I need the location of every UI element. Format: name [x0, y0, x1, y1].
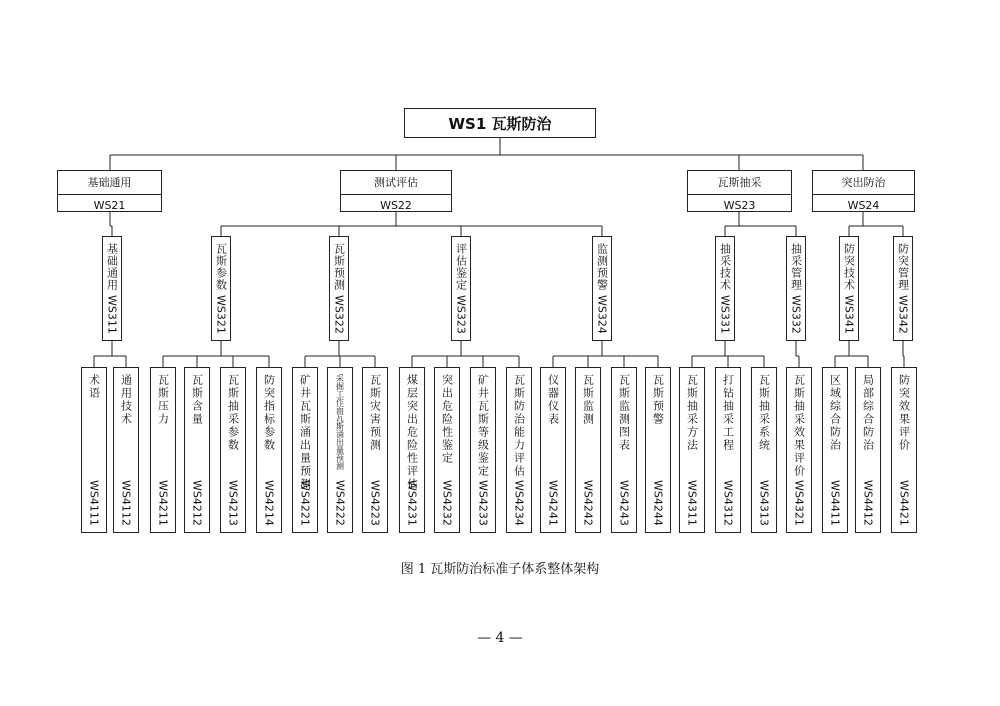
- subcategory-name: 监测预警: [595, 243, 609, 291]
- subcategory-name: 抽采管理: [789, 243, 803, 291]
- standard-name: 瓦斯灾害预测: [368, 374, 382, 452]
- standard-code: WS4214: [262, 480, 276, 526]
- standard-code: WS4232: [440, 480, 454, 526]
- standard-node-ws4234: [506, 367, 532, 533]
- standard-node-ws4311: [679, 367, 705, 533]
- subcategory-code: WS341: [842, 295, 856, 334]
- standard-name: 瓦斯抽采参数: [226, 374, 240, 452]
- standard-node-ws4112: [113, 367, 139, 533]
- standard-node-ws4321: [786, 367, 812, 533]
- standard-node-ws4213: [220, 367, 246, 533]
- subcategory-node-ws324: [592, 236, 612, 341]
- standard-node-ws4244: [645, 367, 671, 533]
- category-name: 突出防治: [841, 176, 886, 189]
- standard-node-ws4243: [611, 367, 637, 533]
- category-name: 基础通用: [87, 176, 132, 189]
- subcategory-node-ws322: [329, 236, 349, 341]
- standard-name: 矿井瓦斯涌出量预测: [298, 374, 312, 491]
- standard-node-ws4313: [751, 367, 777, 533]
- standard-name: 煤层突出危险性评估: [405, 374, 419, 491]
- root-node: [404, 108, 596, 138]
- standard-node-ws4211: [150, 367, 176, 533]
- standard-node-ws4421: [891, 367, 917, 533]
- standard-node-ws4222: [327, 367, 353, 533]
- standard-name: 通用技术: [119, 374, 133, 426]
- page-number: — 4 —: [477, 630, 523, 646]
- category-node-ws23: [687, 170, 792, 212]
- subcategory-code: WS324: [595, 295, 609, 334]
- category-name: 瓦斯抽采: [717, 176, 762, 189]
- standard-code: WS4223: [368, 480, 382, 526]
- category-node-ws24: [812, 170, 915, 212]
- standard-name: 局部综合防治: [861, 374, 875, 452]
- standard-name: 打钻抽采工程: [721, 374, 735, 452]
- subcategory-code: WS323: [454, 295, 468, 334]
- category-code: WS21: [93, 199, 126, 212]
- standard-node-ws4232: [434, 367, 460, 533]
- standard-code: WS4233: [476, 480, 490, 526]
- standard-node-ws4242: [575, 367, 601, 533]
- standard-code: WS4321: [792, 480, 806, 526]
- subcategory-code: WS331: [718, 295, 732, 334]
- standard-node-ws4231: [399, 367, 425, 533]
- category-divider: [688, 194, 791, 195]
- standard-name: 瓦斯抽采方法: [685, 374, 699, 452]
- subcategory-node-ws311: [102, 236, 122, 341]
- subcategory-node-ws331: [715, 236, 735, 341]
- standard-code: WS4221: [298, 480, 312, 526]
- standard-code: WS4112: [119, 480, 133, 526]
- category-code: WS22: [380, 199, 412, 212]
- standard-name: 防突指标参数: [262, 374, 276, 452]
- standard-code: WS4111: [87, 480, 101, 526]
- root-label: WS1 瓦斯防治: [448, 114, 552, 133]
- standard-name: 术语: [87, 374, 101, 400]
- subcategory-node-ws332: [786, 236, 806, 341]
- subcategory-name: 抽采技术: [718, 243, 732, 291]
- standard-name: 突出危险性鉴定: [440, 374, 454, 465]
- standard-node-ws4412: [855, 367, 881, 533]
- standard-code: WS4211: [156, 480, 170, 526]
- standard-code: WS4421: [897, 480, 911, 526]
- category-name: 测试评估: [374, 176, 418, 189]
- standard-node-ws4233: [470, 367, 496, 533]
- subcategory-code: WS311: [105, 295, 119, 334]
- standard-name: 防突效果评价: [897, 374, 911, 452]
- category-divider: [813, 194, 914, 195]
- standard-node-ws4111: [81, 367, 107, 533]
- standard-name: 瓦斯抽采系统: [757, 374, 771, 452]
- standard-name: 瓦斯抽采效果评价: [792, 374, 806, 478]
- standard-code: WS4234: [512, 480, 526, 526]
- standard-code: WS4243: [617, 480, 631, 526]
- subcategory-code: WS322: [332, 295, 346, 334]
- subcategory-node-ws323: [451, 236, 471, 341]
- subcategory-name: 防突技术: [842, 243, 856, 291]
- subcategory-code: WS321: [214, 295, 228, 334]
- standard-code: WS4213: [226, 480, 240, 526]
- standard-code: WS4242: [581, 480, 595, 526]
- standard-code: WS4411: [828, 480, 842, 526]
- subcategory-name: 瓦斯预测: [332, 243, 346, 291]
- standard-node-ws4212: [184, 367, 210, 533]
- standard-code: WS4222: [333, 480, 347, 526]
- subcategory-name: 评估鉴定: [454, 243, 468, 291]
- subcategory-node-ws342: [893, 236, 913, 341]
- subcategory-node-ws321: [211, 236, 231, 341]
- standard-name: 仪器仪表: [546, 374, 560, 426]
- standard-node-ws4411: [822, 367, 848, 533]
- standard-name: 瓦斯预警: [651, 374, 665, 426]
- standard-name: 瓦斯监测: [581, 374, 595, 426]
- standard-name: 瓦斯含量: [190, 374, 204, 426]
- figure-caption: 图 1 瓦斯防治标准子体系整体架构: [400, 562, 600, 577]
- subcategory-name: 防突管理: [896, 243, 910, 291]
- category-code: WS23: [723, 199, 756, 212]
- standard-name: 区域综合防治: [828, 374, 842, 452]
- subcategory-name: 瓦斯参数: [214, 243, 228, 291]
- category-node-ws22: [340, 170, 452, 212]
- category-node-ws21: [57, 170, 162, 212]
- subcategory-name: 基础通用: [105, 243, 119, 291]
- standard-code: WS4313: [757, 480, 771, 526]
- standard-code: WS4412: [861, 480, 875, 526]
- standard-code: WS4312: [721, 480, 735, 526]
- standard-code: WS4212: [190, 480, 204, 526]
- standard-name: 瓦斯监测图表: [617, 374, 631, 452]
- standard-name: 瓦斯防治能力评估: [512, 374, 526, 478]
- category-divider: [341, 194, 451, 195]
- standard-name: 采掘工作面瓦斯涌出量预测: [335, 374, 345, 470]
- subcategory-code: WS342: [896, 295, 910, 334]
- subcategory-node-ws341: [839, 236, 859, 341]
- standard-name: 瓦斯压力: [156, 374, 170, 426]
- standard-code: WS4241: [546, 480, 560, 526]
- standard-node-ws4223: [362, 367, 388, 533]
- standard-node-ws4214: [256, 367, 282, 533]
- standard-code: WS4231: [405, 480, 419, 526]
- standard-node-ws4312: [715, 367, 741, 533]
- standard-name: 矿井瓦斯等级鉴定: [476, 374, 490, 478]
- standard-code: WS4311: [685, 480, 699, 526]
- standard-node-ws4221: [292, 367, 318, 533]
- category-divider: [58, 194, 161, 195]
- standard-node-ws4241: [540, 367, 566, 533]
- category-code: WS24: [847, 199, 880, 212]
- standard-code: WS4244: [651, 480, 665, 526]
- subcategory-code: WS332: [789, 295, 803, 334]
